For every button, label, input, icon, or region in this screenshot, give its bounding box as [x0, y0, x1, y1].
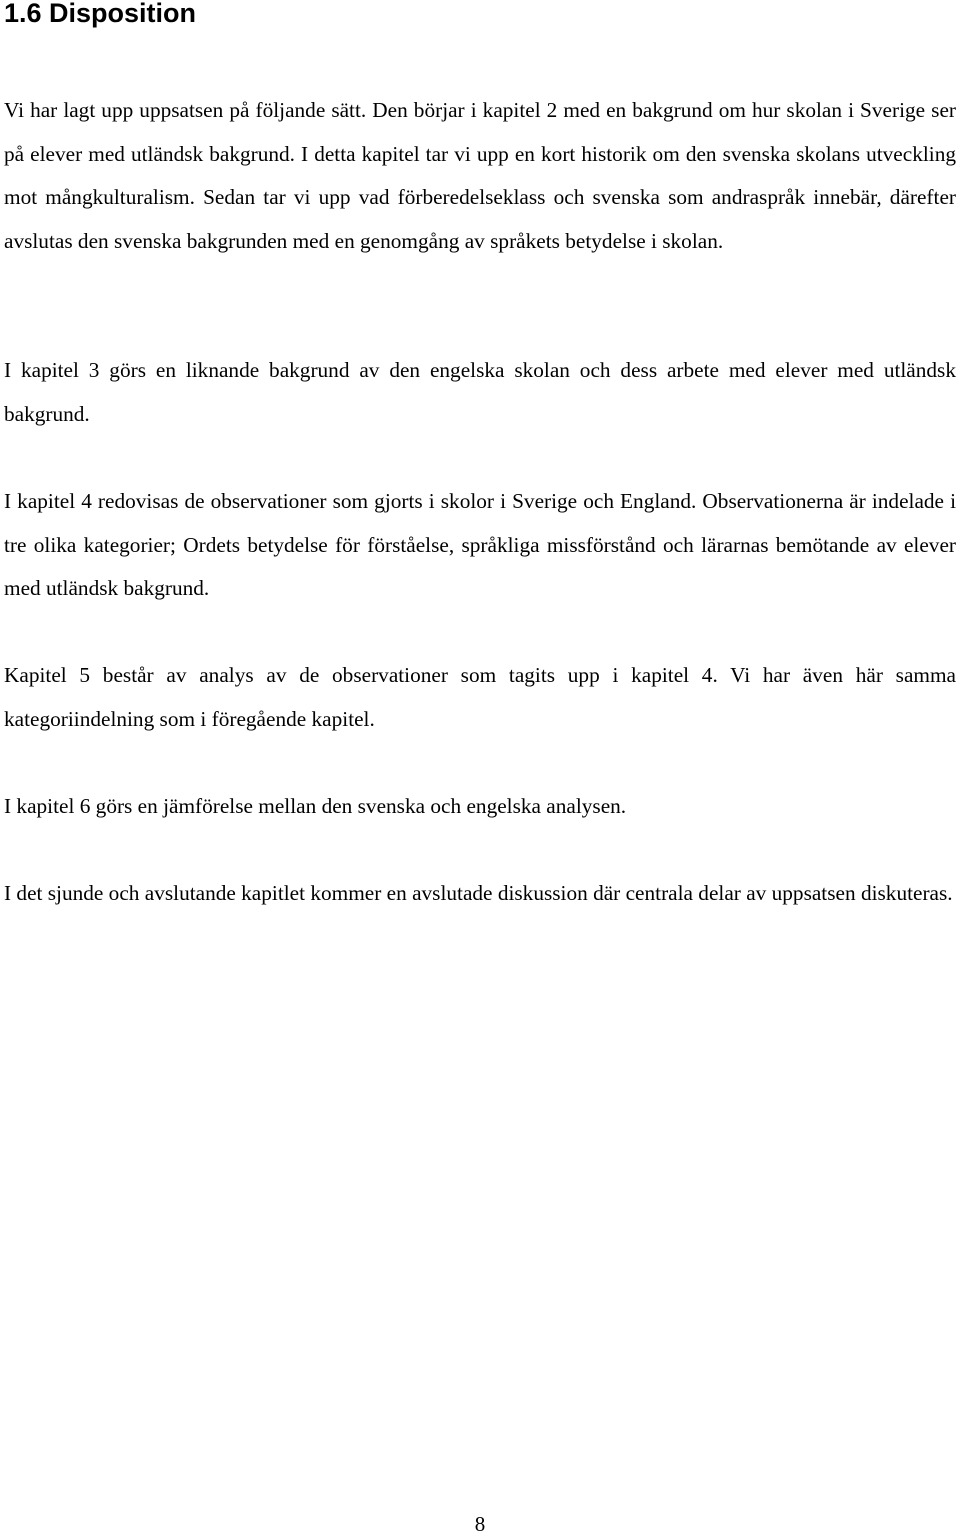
paragraph-disposition-overview: Vi har lagt upp uppsatsen på följande sätt. Den börjar i kapitel 2 med en bakgrund om hur skolan i Sverige ser på elever med utländsk bakgrund. I detta kapitel tar vi upp en kort historik om den svenska skolans utveckling mot mångkulturalism. Sedan tar vi upp vad förberedelseklass och svenska som andraspråk innebär, därefter avslutas den svenska bakgrunden med en genomgång av språkets betydelse i skolan.: [4, 98, 956, 253]
paragraph-chapter-6: I kapitel 6 görs en jämförelse mellan den svenska och engelska analysen.: [4, 794, 627, 818]
paragraph-chapter-4: I kapitel 4 redovisas de observationer som gjorts i skolor i Sverige och England. Observationerna är indelade i tre olika kategorier; Ordets betydelse för förståelse, språkliga missförstånd och lärarnas bemötande av elever med utländsk bakgrund.: [4, 489, 956, 600]
page-number: 8: [474, 1512, 486, 1536]
paragraph-chapter-5: Kapitel 5 består av analys av de observationer som tagits upp i kapitel 4. Vi har även här samma kategoriindelning som i föregående kapitel.: [4, 663, 956, 731]
paragraph-chapter-7: I det sjunde och avslutande kapitlet kommer en avslutade diskussion där centrala delar av uppsatsen diskuteras.: [4, 881, 953, 905]
section-heading: 1.6 Disposition: [4, 0, 197, 28]
paragraph-chapter-3: I kapitel 3 görs en liknande bakgrund av den engelska skolan och dess arbete med elever med utländsk bakgrund.: [4, 358, 956, 426]
